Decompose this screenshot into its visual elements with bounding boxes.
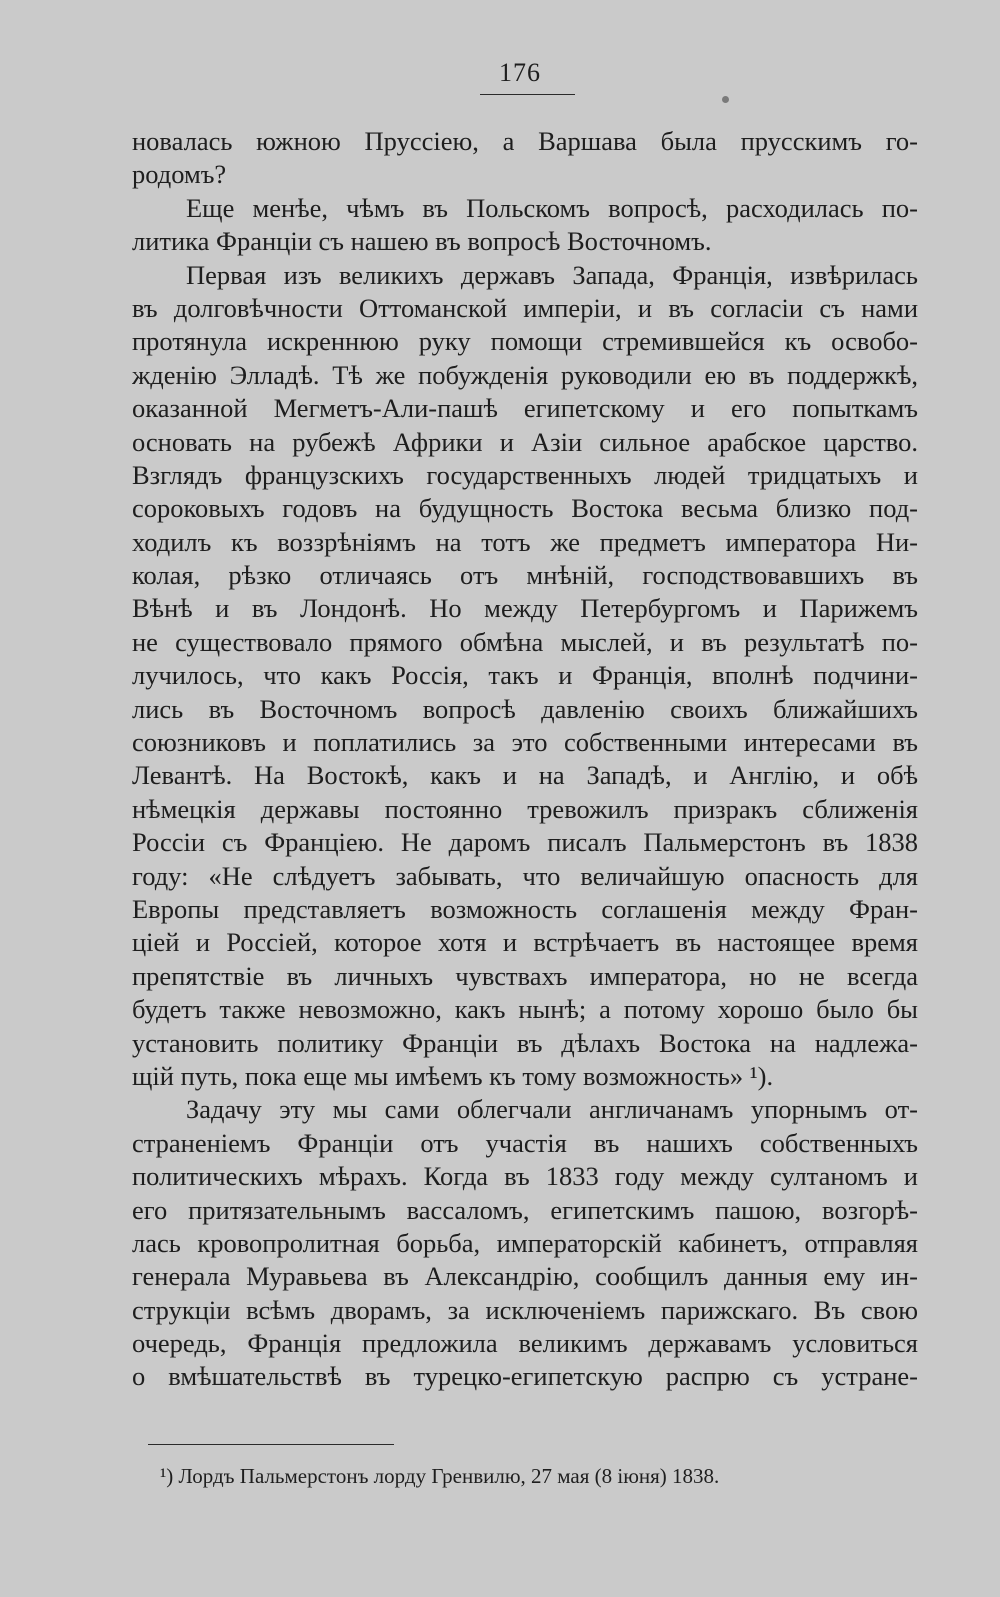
text-line: Вѣнѣ и въ Лондонѣ. Но между Петербургомъ и Парижемъ	[132, 593, 918, 624]
text-line: году: «Не слѣдуетъ забывать, что величайшую опасность для	[132, 860, 918, 891]
text-line: родомъ?	[132, 159, 227, 190]
text-line: новалась южною Пруссіею, а Варшава была прусскимъ го-	[132, 126, 918, 156]
text-line: Левантѣ. На Востокѣ, какъ и на Западѣ, и Англію, и обѣ	[132, 760, 918, 791]
text-line: союзниковъ и поплатились за это собственными интересами въ	[132, 727, 918, 758]
text-line: щій путь, пока еще мы имѣемъ къ тому возможность» ¹).	[132, 1060, 774, 1091]
text-line: установить политику Франціи въ дѣлахъ Востока на надлежа-	[132, 1027, 918, 1058]
text-line: Задачу эту мы сами облегчали англичанамъ упорнымъ от-	[186, 1094, 918, 1125]
text-line: колая, рѣзко отличаясь отъ мнѣній, господствовавшихъ въ	[132, 560, 918, 591]
text-line: о вмѣшательствѣ въ турецко-египетскую распрю съ устране-	[132, 1361, 918, 1392]
text-line: лучилось, что какъ Россія, такъ и Франція, вполнѣ подчини-	[132, 660, 918, 691]
footnote-rule	[148, 1444, 394, 1445]
text-line: не существовало прямого обмѣна мыслей, и въ результатѣ по-	[132, 626, 918, 657]
text-line: жденію Элладѣ. Тѣ же побужденія руководили ею въ поддержкѣ,	[132, 359, 918, 390]
text-line: Европы представляетъ возможность соглашенія между Фран-	[132, 893, 918, 924]
footnote: ¹) Лордъ Пальмерстонъ лорду Гренвилю, 27 мая (8 іюня) 1838.	[160, 1464, 720, 1488]
body-text	[132, 125, 918, 1394]
text-line: лись въ Восточномъ вопросѣ давленію своихъ ближайшихъ	[132, 693, 918, 724]
text-line: страненіемъ Франціи отъ участія въ нашихъ собственныхъ	[132, 1127, 918, 1158]
text-line: основать на рубежѣ Африки и Азіи сильное арабское царство.	[132, 426, 918, 457]
text-line: политическихъ мѣрахъ. Когда въ 1833 году между султаномъ и	[132, 1161, 918, 1192]
page-number: 176	[499, 58, 541, 87]
text-line: сороковыхъ годовъ на будущность Востока весьма близко под-	[132, 493, 918, 524]
text-line: протянула искреннюю руку помощи стремившейся къ освобо-	[132, 326, 918, 357]
text-line: Взглядъ французскихъ государственныхъ людей тридцатыхъ и	[132, 459, 918, 490]
text-line: въ долговѣчности Оттоманской имперіи, и въ согласіи съ нами	[132, 292, 918, 323]
text-line: Еще менѣе, чѣмъ въ Польскомъ вопросѣ, расходилась по-	[186, 192, 918, 223]
text-line: будетъ также невозможно, какъ нынѣ; а потому хорошо было бы	[132, 994, 918, 1025]
text-line: оказанной Мегметъ-Али-пашѣ египетскому и его попыткамъ	[132, 393, 918, 424]
text-line: генерала Муравьева въ Александрію, сообщилъ данныя ему ин-	[132, 1261, 918, 1292]
text-line: Первая изъ великихъ державъ Запада, Франція, извѣрилась	[186, 259, 918, 290]
text-line: препятствіе въ личныхъ чувствахъ императора, но не всегда	[132, 960, 918, 991]
page-number-rule	[480, 94, 575, 95]
text-line: его притязательнымъ вассаломъ, египетскимъ пашою, возгорѣ-	[132, 1194, 918, 1225]
text-line: очередь, Франція предложила великимъ державамъ условиться	[132, 1328, 918, 1359]
text-line: ціей и Россіей, которое хотя и встрѣчаетъ въ настоящее время	[132, 927, 918, 958]
text-line: нѣмецкія державы постоянно тревожилъ призракъ сближенія	[132, 793, 918, 824]
text-line: Россіи съ Франціею. Не даромъ писалъ Пальмерстонъ въ 1838	[132, 827, 918, 858]
text-line: струкціи всѣмъ дворамъ, за исключеніемъ парижскаго. Въ свою	[132, 1294, 918, 1325]
paper-speck	[722, 96, 729, 103]
text-line: литика Франціи съ нашею въ вопросѣ Восточномъ.	[132, 226, 712, 257]
text-line: ходилъ къ воззрѣніямъ на тотъ же предметъ императора Ни-	[132, 526, 918, 557]
text-line: лась кровопролитная борьба, императорскій кабинетъ, отправляя	[132, 1227, 918, 1258]
